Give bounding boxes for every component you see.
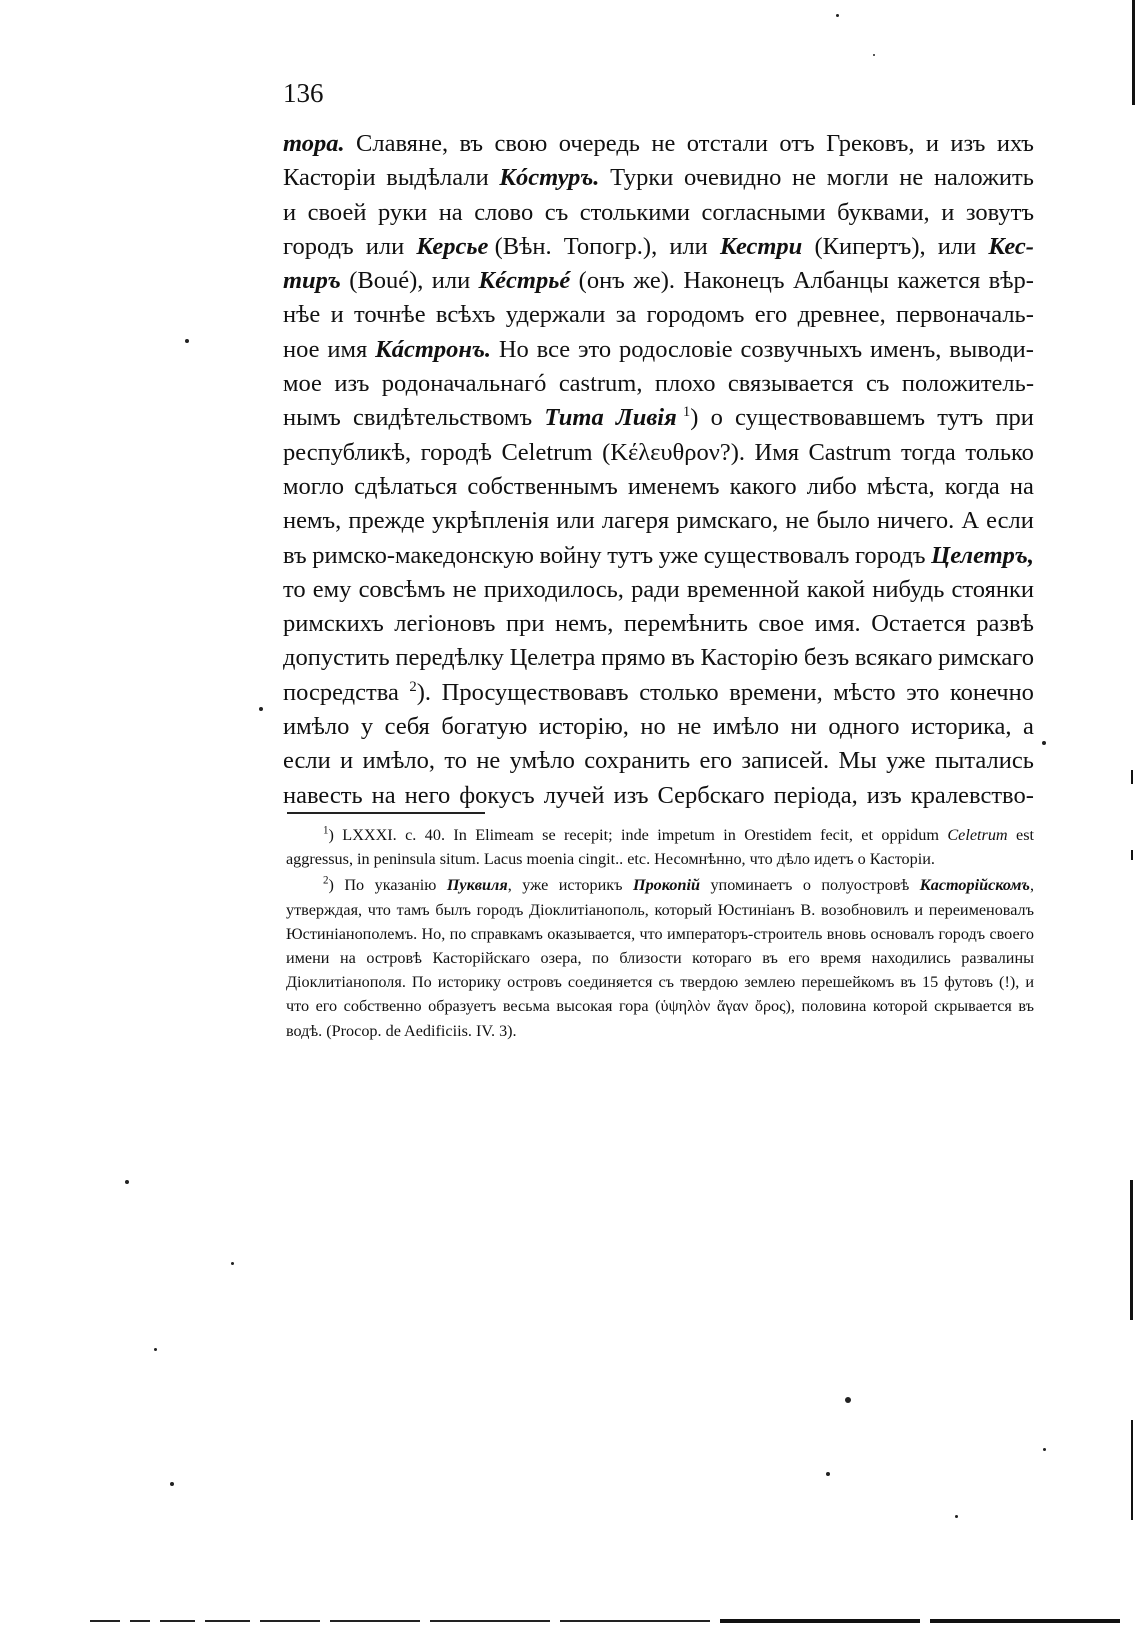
word: нымъ [283,404,341,432]
word: (онъ [578,267,625,295]
word: когда [944,472,1000,500]
word: то [283,575,306,603]
word: историка, [910,713,1012,741]
word: именемъ [627,472,720,500]
word: Кестри [719,232,803,260]
word: нѣе [283,301,321,329]
word: свою [494,130,548,157]
word: кралевство- [910,781,1034,809]
word: столько [639,678,719,706]
page-number: 136 [283,78,324,108]
word: тутъ [937,404,984,432]
word: ное [283,335,320,363]
text-line [283,401,1034,435]
word: приходилось, [483,575,624,603]
word: Целетра [509,644,596,672]
word: всякаго [854,644,933,672]
word: не [785,507,810,535]
word: (Кипертъ), [814,232,926,260]
word: періода, [773,781,858,809]
word: родоначальнагó [381,370,547,398]
word: именъ, [870,335,942,363]
word: имя [327,335,368,363]
word: отъ [779,130,815,157]
scan-speck [836,14,839,17]
word: древнее, [797,301,886,329]
scan-speck [1042,741,1046,745]
word: Кóстуръ. [499,164,600,192]
word: а [1022,713,1034,741]
word: имѣло, [362,747,436,775]
text-line [283,367,1034,401]
word: но [640,713,666,741]
word: у [360,713,374,741]
word: созвучныхъ [740,335,863,363]
word: какой [806,575,866,603]
word: нибудь [872,575,945,603]
scan-speck [154,1348,157,1351]
word: богатую [441,713,528,741]
word: слово [474,198,534,226]
word: выводи- [949,335,1034,363]
word: Наконецъ [683,267,785,295]
word: очевидно [684,164,782,192]
word: тора. [283,130,345,157]
word: отстали [686,130,769,157]
scan-edge-mark [1131,850,1133,860]
word: римско-македонскую [312,541,534,569]
word: одного [828,713,900,741]
word: это [577,335,612,363]
word: имѣло [712,713,780,741]
word: мѣсто [833,678,896,706]
word: передѣлку [395,644,504,672]
word: не [792,164,817,192]
scan-speck [845,1397,851,1403]
word: $^2$). [409,678,432,706]
word: навесть [283,781,363,809]
word: его [754,301,788,329]
text-line [283,779,1034,813]
word: или [365,232,405,260]
text-line [283,436,1034,470]
word: Тита [544,404,604,432]
word: ни [790,713,817,741]
footnote-1-text: $^1$) LXXXI. c. 40. In Elimeam se recepit; inde impetum in Orestidem fecit, et oppidum Celetrum est aggressus, in peninsula situm. Lacus moenia cingit.. etc. Несомнѣнно, что дѣло идетъ о Касторіи. [286,824,1035,869]
word: очередь [558,130,640,157]
word: тиръ [283,267,341,295]
scan-edge-mark [1130,1180,1133,1320]
word: уже [658,541,699,569]
word: городѣ [420,438,492,466]
word: Celetrum [501,438,593,466]
word: Славяне, [356,130,449,157]
text-line [283,127,1034,161]
word: свое [758,610,805,638]
word: Кес- [988,232,1034,260]
word: же). [633,267,675,295]
scan-speck [185,339,189,343]
word: либо [806,472,857,500]
word: все [536,335,571,363]
word: совсѣмъ [358,575,446,603]
word: не [677,713,702,741]
scan-bottom-noise [90,1618,1120,1624]
word: Касторіи [283,164,376,192]
word: Керсье (Вѣн. [416,232,552,260]
word: могло [283,472,345,500]
word: родословіе [618,335,733,363]
word: и [283,198,297,226]
word: ради [631,575,680,603]
word: времени, [729,678,823,706]
word: фокусъ [459,781,535,809]
word: выдѣлали [386,164,489,192]
word: въ [671,644,695,672]
scan-edge-mark [1131,1420,1133,1520]
word: или [669,232,708,260]
word: его [699,747,733,775]
word: лагеря [601,507,670,535]
word: ничего. [876,507,955,535]
word: перемѣнить [623,610,748,638]
text-line [283,504,1034,538]
word: только [965,438,1034,466]
word: Кéстрьé [478,267,571,295]
text-line [283,264,1034,298]
text-line [283,744,1034,778]
word: имѣло [283,713,350,741]
word: изъ [334,370,370,398]
word: и [340,747,354,775]
word: на [1009,472,1034,500]
word: съ [544,198,569,226]
word: Ливія $^1$) [615,404,699,432]
word: Сербскаго [657,781,765,809]
scan-speck [955,1515,958,1518]
footnotes [286,823,1034,1045]
word: укрѣпленія [432,507,550,535]
word: изъ [613,781,649,809]
word: и [925,130,940,157]
word: Castrum [808,438,892,466]
footnote-separator [287,812,485,814]
word: Грековъ, [826,130,915,157]
word: себя [384,713,430,741]
body-text [283,127,1034,813]
word: свидѣтельствомъ [352,404,533,432]
text-line [283,470,1034,504]
text-line [283,573,1034,607]
word: не [452,575,477,603]
word: на [438,198,463,226]
word: прежде [348,507,425,535]
word: при [506,610,545,638]
word: Кáстронъ. [375,335,492,363]
word: или [431,267,471,295]
word: городъ [283,232,354,260]
word: изъ [866,781,902,809]
word: castrum, [558,370,643,398]
word: ему [312,575,352,603]
word: и [941,198,955,226]
scan-speck [826,1472,830,1476]
word: наложить [933,164,1034,192]
word: Остается [871,610,966,638]
word: не [651,130,676,157]
scan-edge-mark [1132,0,1135,105]
text-line [283,710,1034,744]
word: не [899,164,924,192]
word: временной [686,575,800,603]
word: это [906,678,940,706]
word: на [371,781,396,809]
word: Мы [838,747,877,775]
word: не [476,747,501,775]
word: съ [865,370,890,398]
word: тогда [901,438,956,466]
word: (Κέλευθρον?). [602,438,745,466]
word: руки [377,198,428,226]
word: имя. [814,610,861,638]
word: посредства [283,678,399,706]
word: мѣста, [866,472,935,500]
word: собственнымъ [467,472,618,500]
word: и [330,301,344,329]
word: городомъ [646,301,745,329]
word: при [995,404,1034,432]
word: вѣр- [988,267,1034,295]
word: легіоновъ [394,610,496,638]
word: римскаго, [676,507,779,535]
scan-speck [1043,1448,1046,1451]
word: пытались [934,747,1034,775]
word: уже [886,747,926,775]
word: Просуществовавъ [441,678,629,706]
text-line [283,230,1034,264]
word: Турки [610,164,674,192]
word: было [816,507,870,535]
word: Албанцы [792,267,889,295]
word: существовавшемъ [735,404,926,432]
word: прямо [601,644,666,672]
word: кажется [897,267,981,295]
word: римскаго [938,644,1034,672]
word: республикѣ, [283,438,412,466]
word: (Boué), [349,267,424,295]
word: могли [826,164,889,192]
word: связывается [727,370,854,398]
scan-speck [125,1180,129,1184]
word: умѣло [509,747,575,775]
scan-speck [170,1482,174,1486]
word: первоначаль- [896,301,1034,329]
word: стоянки [951,575,1034,603]
word: записей. [741,747,830,775]
text-line [283,641,1034,675]
word: изъ [950,130,986,157]
word: удержали [505,301,606,329]
text-line [283,333,1034,367]
word: Топогр.), [563,232,658,260]
word: какого [729,472,797,500]
word: допустить [283,644,390,672]
word: столькими [579,198,691,226]
word: войну [539,541,602,569]
word: развѣ [976,610,1034,638]
word: Целетръ, [931,541,1034,569]
footnote-2-text: $^2$) По указанію Пуквиля, уже историкъ Прокопій упоминаетъ о полуостровѣ Касторійскомъ, утверждая, что тамъ былъ городъ Діоклитіанополь, который Юстиніанъ В. возобновилъ и переименовалъ Юстиніанополемъ. Но, по справкамъ оказывается, что императоръ-строитель вновь основалъ городъ своего имени на островѣ Касторійскаго озера, по близости котораго въ его время находились развалины Діоклитіанополя. По историку островъ соединяется съ твердою землею перешейкомъ въ 15 футовъ (!), и что его собственно образуетъ весьма высокая гора (ὑψηλὸν ἄγαν ὄρος), половина которой скрывается въ водѣ. (Procop. de Aedificiis. IV. 3). [286,875,1035,1040]
scan-speck [873,54,875,56]
word: мое [283,370,322,398]
text-line [283,196,1034,230]
word: если [986,507,1034,535]
word: буквами, [837,198,930,226]
text-line [283,607,1034,641]
word: о [710,404,723,432]
word: за [615,301,637,329]
word: немъ, [555,610,614,638]
word: немъ, [283,507,342,535]
text-line [283,676,1034,710]
word: существовалъ [703,541,850,569]
word: ихъ [996,130,1034,157]
text-line [283,298,1034,332]
footnote-2 [286,873,1034,1042]
word: или [556,507,595,535]
word: то [444,747,467,775]
word: А [961,507,980,535]
word: положитель- [901,370,1034,398]
text-line [283,161,1034,195]
word: сохранить [584,747,691,775]
word: городъ [854,541,926,569]
word: въ [283,541,307,569]
word: конечно [949,678,1034,706]
word: него [404,781,451,809]
word: безъ [803,644,850,672]
word: или [937,232,977,260]
word: Касторію [700,644,799,672]
word: если [283,747,331,775]
text-line [283,539,1034,573]
word: точнѣе [353,301,426,329]
word: своей [307,198,367,226]
word: лучей [543,781,605,809]
word: всѣхъ [435,301,496,329]
word: плохо [654,370,716,398]
scan-speck [231,1262,234,1265]
scan-speck [259,707,263,711]
word: тутъ [607,541,654,569]
footnote-1 [286,823,1034,871]
word: Но [498,335,529,363]
word: сдѣлаться [354,472,458,500]
word: въ [459,130,484,157]
word: исторію, [538,713,629,741]
word: Имя [754,438,799,466]
word: зовутъ [965,198,1034,226]
word: согласными [701,198,826,226]
word: римскихъ [283,610,384,638]
scan-edge-mark [1131,770,1133,784]
